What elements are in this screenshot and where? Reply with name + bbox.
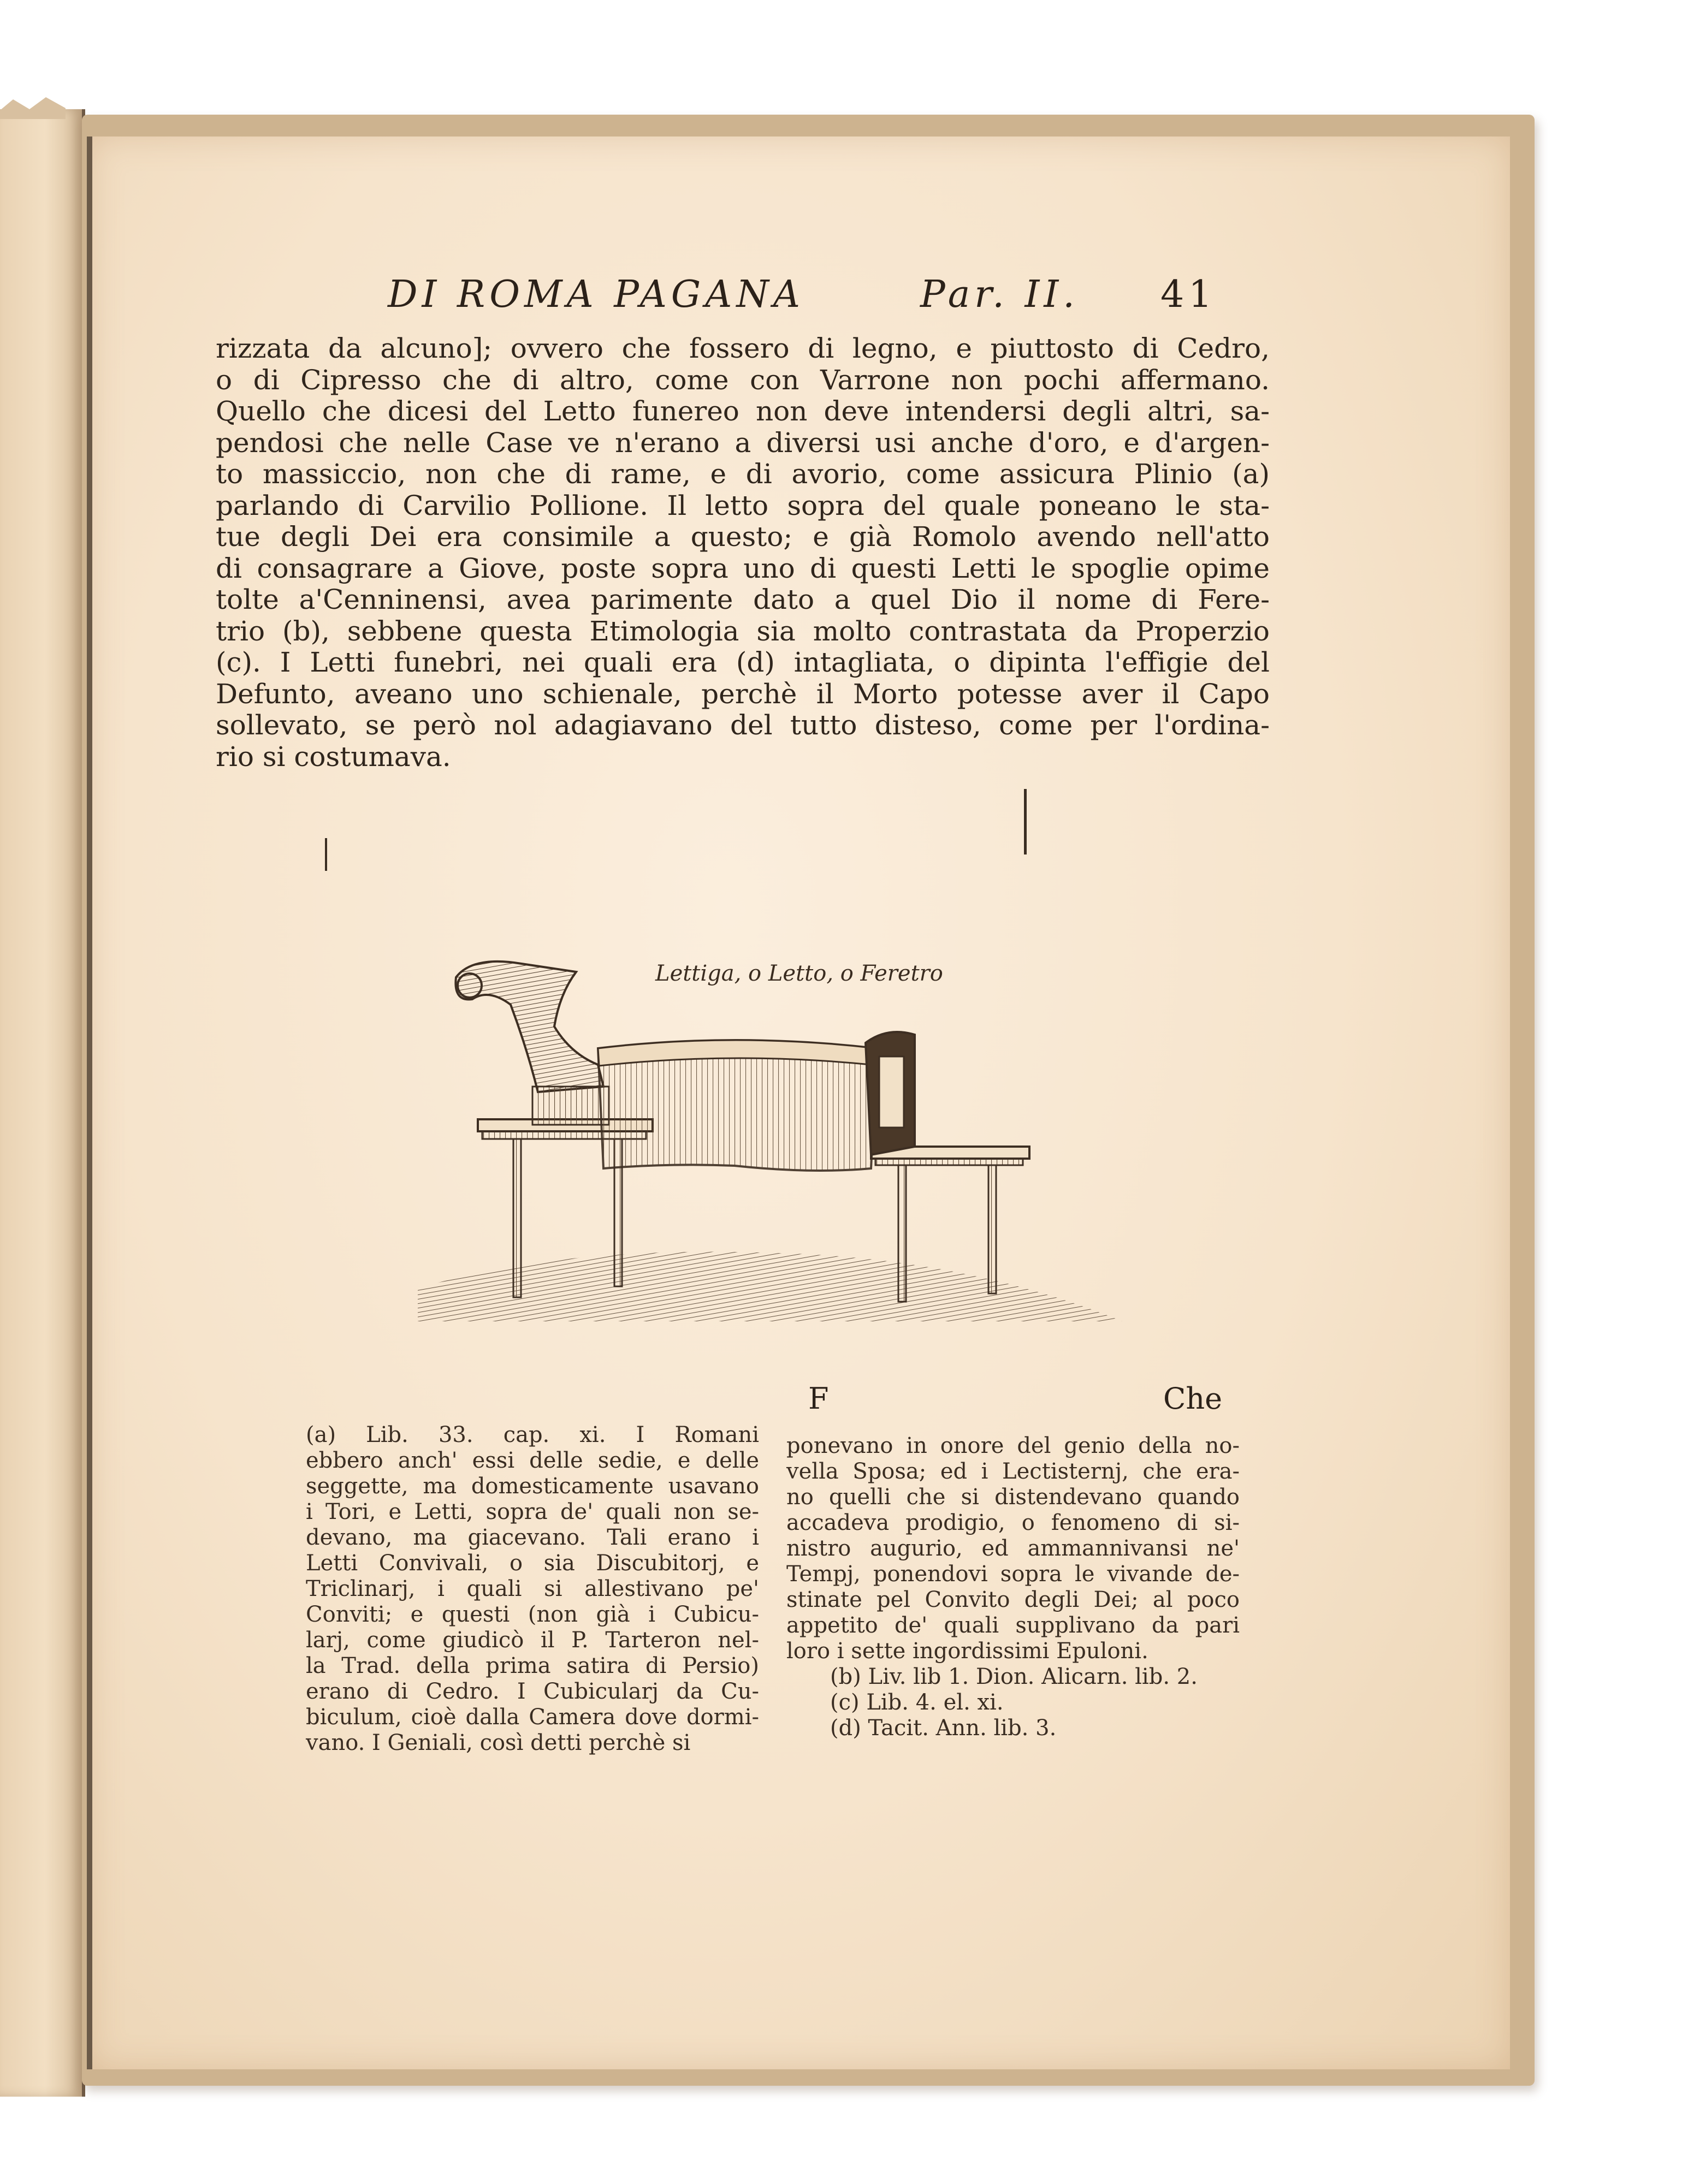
- catchword: Che: [1163, 1381, 1223, 1416]
- margin-rule-left: [325, 838, 327, 871]
- footnote-line: loro i sette ingordissimi Epuloni.: [786, 1639, 1148, 1664]
- footnote-line: stinate pel Convito degli Dei; al poco: [786, 1587, 1240, 1612]
- text-line: o di Cipresso che di altro, come con Varrone non pochi affermano.: [216, 364, 1270, 396]
- text-line: trio (b), sebbene questa Etimologia sia molto contrastata da Properzio: [216, 615, 1270, 647]
- footnotes-right-column: [786, 1433, 1240, 1741]
- text-line: to massiccio, non che di rame, e di avorio, come assicura Plinio (a): [216, 458, 1270, 490]
- main-text: [216, 333, 1270, 773]
- text-line: rio si costumava.: [216, 740, 451, 773]
- footnotes-left-column: [306, 1422, 759, 1756]
- footnote-line: ebbero anch' essi delle sedie, e delle: [306, 1448, 759, 1473]
- footnote-line: no quelli che si distendevano quando: [786, 1485, 1240, 1510]
- footnote-line: Triclinarj, i quali si allestivano pe': [306, 1576, 759, 1601]
- running-title: DI ROMA PAGANA: [388, 273, 804, 316]
- footnote-line: nistro augurio, ed ammannivansi ne': [786, 1536, 1240, 1561]
- figure-caption: Lettiga, o Letto, o Feretro: [655, 961, 943, 986]
- previous-page-edge: [0, 109, 85, 2097]
- text-line: parlando di Carvilio Pollione. Il letto sopra del quale poneano le sta-: [216, 489, 1270, 521]
- footnote-line: biculum, cioè dalla Camera dove dormi-: [306, 1705, 759, 1730]
- text-line: Defunto, aveano uno schienale, perchè il Morto potesse aver il Capo: [216, 678, 1270, 710]
- footnote-line: i Tori, e Letti, sopra de' quali non se-: [306, 1499, 759, 1524]
- page-number: 41: [1160, 273, 1217, 316]
- part-label: Par. II.: [920, 273, 1079, 316]
- footnote-line: Letti Convivali, o sia Discubitorj, e: [306, 1551, 759, 1576]
- text-line: tue degli Dei era consimile a questo; e già Romolo avendo nell'atto: [216, 521, 1270, 553]
- footnote-line: (a) Lib. 33. cap. xi. I Romani: [306, 1422, 759, 1447]
- footnote-line: devano, ma giacevano. Tali erano i: [306, 1525, 759, 1550]
- text-line: Quello che dicesi del Letto funereo non deve intendersi degli altri, sa-: [216, 395, 1270, 427]
- footnote-line: vano. I Geniali, così detti perchè si: [306, 1730, 691, 1755]
- text-line: rizzata da alcuno]; ovvero che fossero di legno, e piuttosto di Cedro,: [216, 333, 1270, 364]
- footnote-line: accadeva prodigio, o fenomeno di si-: [786, 1510, 1240, 1535]
- footnote-line: larj, come giudicò il P. Tarteron nel-: [306, 1628, 759, 1653]
- footnote-line: erano di Cedro. I Cubicularj da Cu-: [306, 1679, 759, 1704]
- footnote-line: (d) Tacit. Ann. lib. 3.: [830, 1716, 1057, 1741]
- running-header: [388, 273, 1251, 322]
- funeral-bed-engraving-icon: [396, 939, 1139, 1354]
- text-line: sollevato, se però nol adagiavano del tutto disteso, come per l'ordina-: [216, 709, 1270, 741]
- book-page: [90, 136, 1510, 2069]
- footnote-line: la Trad. della prima satira di Persio): [306, 1653, 759, 1678]
- signature-mark: F: [808, 1381, 829, 1416]
- text-line: pendosi che nelle Case ve n'erano a diversi usi anche d'oro, e d'argen-: [216, 426, 1270, 459]
- footnote-line: Tempj, ponendovi sopra le vivande de-: [786, 1562, 1240, 1587]
- margin-rule-right: [1024, 789, 1027, 854]
- text-line: (c). I Letti funebri, nei quali era (d) intagliata, o dipinta l'effigie del: [216, 646, 1270, 678]
- footnote-line: appetito de' quali supplivano da pari: [786, 1613, 1240, 1638]
- footnote-line: vella Sposa; ed i Lectisternj, che era-: [786, 1459, 1240, 1484]
- text-line: tolte a'Cenninensi, avea parimente dato a quel Dio il nome di Fere-: [216, 584, 1270, 615]
- footnote-line: ponevano in onore del genio della no-: [786, 1433, 1240, 1458]
- text-line: di consagrare a Giove, poste sopra uno di questi Letti le spoglie opime: [216, 552, 1270, 584]
- footnote-line: (c) Lib. 4. el. xi.: [830, 1690, 1004, 1715]
- footnote-line: (b) Liv. lib 1. Dion. Alicarn. lib. 2.: [830, 1664, 1198, 1689]
- footnote-line: Conviti; e questi (non già i Cubicu-: [306, 1602, 759, 1627]
- footnote-line: seggette, ma domesticamente usavano: [306, 1474, 759, 1499]
